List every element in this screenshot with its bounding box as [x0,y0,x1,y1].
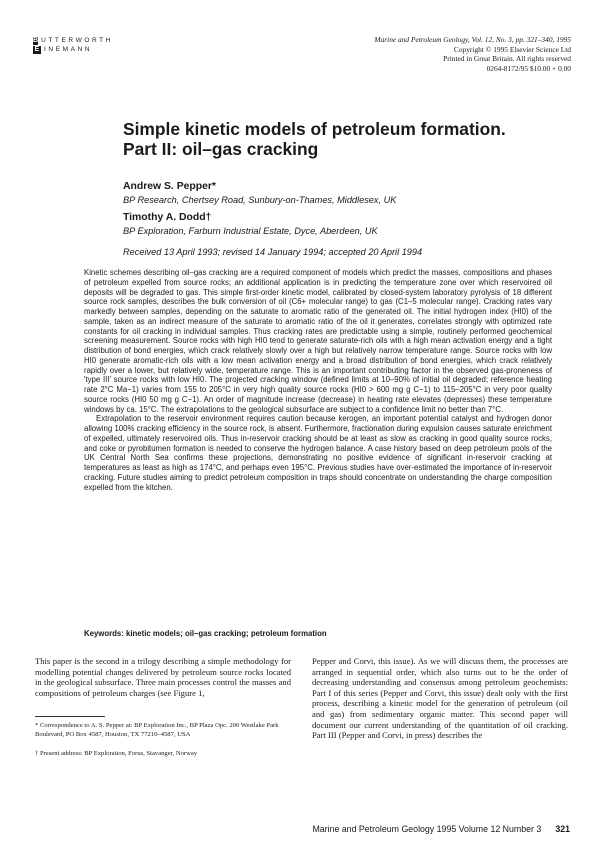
footnote-divider [35,716,105,717]
paper-title [123,120,563,159]
journal-citation: Marine and Petroleum Geology, Vol. 12, No. 3, pp. 321–340, 1995 [374,35,571,44]
author-2-name: Timothy A. Dodd† [123,212,212,223]
logo-row-1 [33,36,113,45]
footnote-correspondence: * Correspondence to A. S. Pepper at: BP Exploration Inc., BP Plaza Opc. 200 Westlake Park Boulevard, PO Box 4587, Houston, TX 77210–4587, USA [35,722,279,738]
publisher-logo [33,36,113,54]
author-1-name: Andrew S. Pepper* [123,181,216,192]
printed-line: Printed in Great Britain. All rights reserved [443,54,571,64]
footnote-present-address: † Present address: BP Exploration, Forus, Stavanger, Norway [35,750,198,757]
body-column-right: Pepper and Corvi, this issue). As we will discuss them, the processes are arranged in sequential order, which also turns out to be the order of decreasing understanding and consensus among petroleum geochemists: Part I of this series (Pepper and Corvi, this issue) dealt only with the first process, describing a kinetic model for the generation of petroleum (oil and gas) from sedimentary organic matter. This second paper will document our current understanding of the quantitation of oil cracking. Part III (Pepper and Corvi, in press) describes the [312,656,568,741]
body-column-left: This paper is the second in a trilogy describing a simple methodology for modelling potential changes delivered by petroleum source rocks located in the geological subsurface. Three main processes control the masses and compositions of petroleum charges (see Figure 1, [35,656,291,698]
keywords: Keywords: kinetic models; oil–gas cracking; petroleum formation [84,629,327,638]
journal-header [301,35,571,73]
author-1-affiliation: BP Research, Chertsey Road, Sunbury-on-Thames, Middlesex, UK [123,195,397,205]
abstract [84,268,552,492]
logo-row-2 [33,45,113,54]
author-2-affiliation: BP Exploration, Farburn Industrial Estate, Dyce, Aberdeen, UK [123,226,378,236]
issn-line: 0264-8172/95 $10.00 + 0.00 [486,63,571,73]
page-number: 321 [555,824,570,834]
footer-citation: Marine and Petroleum Geology 1995 Volume 12 Number 3 [312,824,542,834]
abstract-paragraph-1: Kinetic schemes describing oil–gas cracking are a required component of models which predict the masses, compositions and phases of petroleum expelled from source rocks; an additional application is in predicting the temperature zone over which reservoired oil deposits will be degraded to gas. This simple first-order kinetic model, calibrated by closed-system laboratory pyrolysis of 18 different source rock samples, describes the bulk conversion of oil (C6+ molecular range) to gas (C1–5 molecular range). Cracking rates vary markedly between samples, depending on the saturate to aromatic ratio of the generated oil. The initial hydrogen index (HI0) of the sample, taken as an indirect measure of the saturate to aromatic ratio of the oil it generates, correlates strongly with optimized rate constants for oil cracking in individual samples. Thus cracking rates are predictable using a simple, routinely performed geochemical screening measurement. Source rocks with high HI0 tend to generate saturate-rich oils with a high mean activation energy and a tight distribution of bond energies, which crack relatively slowly over a high but relatively narrow temperature range. Source rocks with low HI0 generate aromatic-rich oils with a low mean activation energy and a broad distribution of bond energies, which crack relatively rapidly over a lower, but relatively wide, temperature range. This is an important contributing factor in the observed gas-proneness of 'type III' source rocks with low HI0. The projected cracking window (defined limits at 10–90% of initial oil degraded; reference heating rate 2°C Ma−1) varies from 155 to 205°C in very high quality source rocks (HI0 > 600 mg g C−1) to 115–205°C in very poor quality source rocks (HI0 50 mg g C−1). An order of magnitude increase (decrease) in heating rate elevates (depresses) these temperature windows by ca. 15°C. The extrapolations to the geological subsurface are subject to a confidence limit no better than 7°C. [84,268,552,414]
logo-word-2: INEMANN [44,45,93,53]
logo-letter-e: E [34,45,40,53]
abstract-paragraph-2: Extrapolation to the reservoir environment requires caution because kerogen, an important potential catalyst and hydrogen donor allowing 100% cracking efficiency in the source rock, is absent. Furthermore, fractionation during expulsion causes saturate enrichment of expelled, ultimately reservoired oils. Thus in-reservoir cracking should be at least as slow as cracking in good quality source rocks, and coke or pyrobitumen formation is needed to conserve the hydrogen balance. A case history based on deep petroleum pools of the UK Central North Sea confirms these projections, demonstrating no positive evidence of significant in-reservoir cracking at temperatures as least as high as 174°C, and perhaps even 195°C. Previous studies have over-estimated the importance of in-reservoir cracking. Future studies aiming to predict petroleum composition in traps should concentrate on understanding the charge composition expelled from the kitchen. [84,414,552,492]
page-footer [312,824,570,834]
received-dates: Received 13 April 1993; revised 14 January 1994; accepted 20 April 1994 [123,247,423,257]
copyright-line: Copyright © 1995 Elsevier Science Ltd [453,44,571,54]
logo-letter-b: B [33,36,39,44]
logo-word-1: UTTERWORTH [41,36,114,44]
title-line-2: Part II: oil–gas cracking [123,138,319,159]
title-line-1: Simple kinetic models of petroleum formation. [123,119,506,139]
